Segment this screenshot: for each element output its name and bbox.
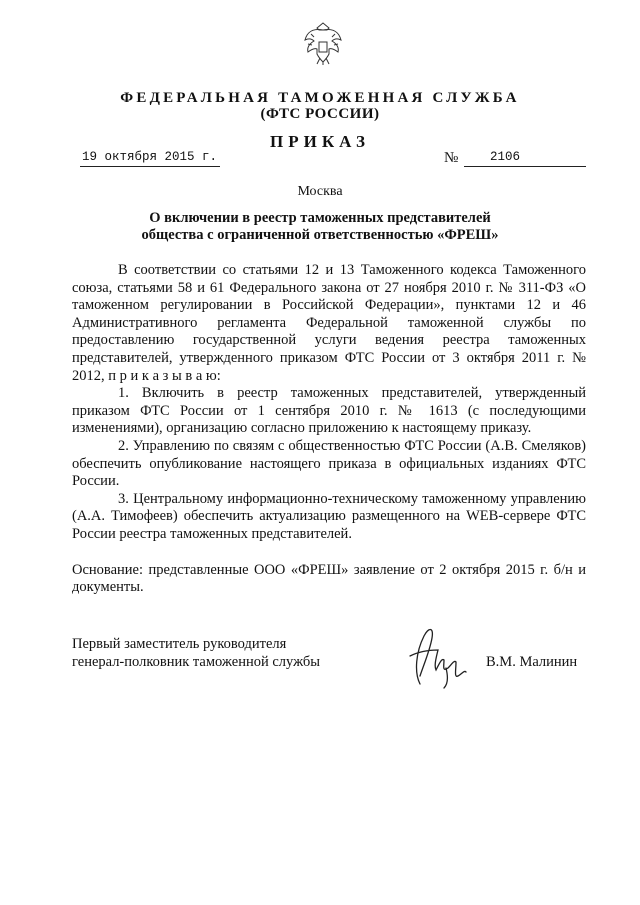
signatory-name: В.М. Малинин: [486, 654, 578, 670]
order-number: 2106: [490, 150, 521, 164]
signatory-position: [72, 635, 320, 671]
order-date-field: [80, 150, 220, 167]
order-subject: [0, 210, 640, 244]
handwritten-signature: [398, 622, 470, 690]
agency-name: ФЕДЕРАЛЬНАЯ ТАМОЖЕННАЯ СЛУЖБА: [120, 90, 520, 106]
order-number-field: [464, 150, 586, 167]
position-line-2: генерал-полковник таможенной службы: [72, 654, 321, 670]
subject-line-1: О включении в реестр таможенных представителей: [149, 210, 491, 226]
order-item-2: 2. Управлению по связям с общественностью ФТС России (А.В. Смеляков) обеспечить опубликование настоящего приказа в официальных изданиях ФТС России.: [72, 437, 586, 490]
subject-line-2: общества с ограниченной ответственностью «ФРЕШ»: [141, 227, 499, 243]
city: Москва: [297, 184, 343, 199]
order-item-1: 1. Включить в реестр таможенных представителей, утвержденный приказом ФТС России от 1 сентября 2010 г. № 1613 (с последующими изменениями), организацию согласно приложению к настоящему приказу.: [72, 385, 586, 437]
document-type-title: ПРИКАЗ: [270, 132, 370, 151]
position-line-1: Первый заместитель руководителя: [72, 636, 287, 652]
preamble-paragraph: В соответствии со статьями 12 и 13 Таможенного кодекса Таможенного союза, статьями 58 и 61 Федерального закона от 27 ноября 2010 г. № 311-ФЗ «О таможенном регулировании в Российской Федерации», пунктами 12 и 46 Административного регламента Федеральной таможенной службы по предоставлению государственной услуги ведения реестра таможенных представителей, утвержденного приказом ФТС России от 3 октября 2011 г. № 2012, п р и к а з ы в а ю:: [72, 262, 586, 384]
order-date: 19 октября 2015 г.: [82, 150, 218, 164]
agency-abbreviation: (ФТС РОССИИ): [260, 106, 380, 122]
number-sign: №: [444, 150, 459, 166]
basis-paragraph: Основание: представленные ООО «ФРЕШ» заявление от 2 октября 2015 г. б/н и документы.: [72, 561, 586, 596]
order-body: [72, 262, 586, 597]
coat-of-arms-emblem: [303, 20, 343, 66]
order-item-3: 3. Центральному информационно-техническому таможенному управлению (А.А. Тимофеев) обеспечить актуализацию размещенного на WEB-сервере ФТС России реестра таможенных представителей.: [72, 490, 586, 542]
